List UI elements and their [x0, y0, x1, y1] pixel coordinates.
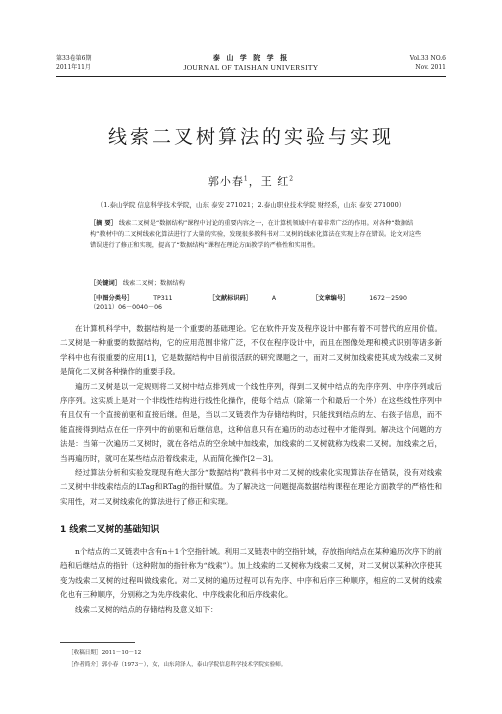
section-heading: 1 线索二叉树的基础知识: [60, 525, 160, 535]
affiliation: （1.泰山学院 信息科学技术学院，山东 泰安 271021；2.泰山职业技术学院 财经系，山东 泰安 271000）: [96, 201, 406, 209]
author-1-affil: 1: [243, 175, 249, 183]
author-separator: ，: [248, 175, 261, 188]
clc-value: TP311: [153, 295, 173, 302]
journal-name-en: JOURNAL OF TAISHAN UNIVERSITY: [183, 63, 319, 72]
journal-name-cn: 泰 山 学 院 学 报: [212, 53, 290, 62]
author-2-affil: 2: [289, 175, 295, 183]
keywords-label: ［关键词］: [90, 280, 121, 287]
doc-code-label: ［文献标识码］: [208, 295, 252, 302]
keywords-text: 线索二叉树；数据结构: [122, 280, 185, 287]
issue-date: 2011年11月: [56, 64, 91, 71]
author-1: 郭小春: [207, 175, 244, 188]
footnote-received: ［收稿日期］2011－10－12: [68, 650, 142, 656]
paper-title: 线索二叉树算法的实验与实现: [107, 126, 394, 148]
article-id-value: 1672－2590（2011）06－0040－06: [90, 295, 407, 311]
paragraph-2: 遍历二叉树是以一定规则将二叉树中结点排列成一个线性序列，得到二叉树中结点的先序序列、中序序列或后序序列。这实质上是对一个非线性结构进行线性化操作，使每个结点（除第一个和最后一个外）在这些线性序列中有且仅有一个直接前驱和直接后继。但是，当以二叉链表作为存储结构时，只能找到结点的左、右孩子信息，而不能直接得到结点在任一序列中的前驱和后继信息，这种信息只有在遍历的动态过程中才能得到。解决这个问题的方法是：当第一次遍历二叉树时，就在各结点的空余域中加线索，加线索的二叉树就称为线索二叉树。加线索之后，当再遍历时，就可在某些结点沿着线索走，从而简化操作[2－3]。: [60, 381, 442, 463]
journal-header: [56, 52, 446, 77]
abstract-label: ［摘 要］: [90, 220, 117, 227]
body-section-1: [60, 545, 442, 617]
paragraph-3: 经过算法分析和实验发现现有绝大部分“数据结构”教科书中对二叉树的线索化实现算法存在错误，没有对线索二叉树中非线索结点的LTag和RTag的指针赋值。为了解决这一问题提高数据结构课程在理论方面教学的严格性和实用性，对二叉树线索化的算法进行了修正和实现。: [60, 468, 442, 506]
author-2: 王 红: [260, 175, 290, 188]
paragraph-1: 在计算机科学中，数据结构是一个重要的基础理论。它在软件开发及程序设计中都有着不可替代的应用价值。二叉树是一种重要的数据结构，它的应用范围非常广泛，不仅在程序设计中，而且在图像处理和模式识别等诸多新学科中也有很重要的应用[1]，它是数据结构中目前很活跃的研究课题之一，而对二叉树加线索使其成为线索二叉树是简化二叉树各种操作的重要手段。: [60, 324, 442, 377]
abstract: [90, 218, 422, 252]
footnote-author: ［作者简介］郭小春（1973－），女，山东菏泽人，泰山学院信息科学技术学院实验师。: [68, 662, 287, 668]
volume-issue: 第33卷第6期: [56, 55, 92, 62]
issue-date-en: Nov. 2011: [415, 64, 446, 71]
clc-label: ［中图分类号］: [90, 295, 134, 302]
volume-issue-en: Vol.33 NO.6: [409, 55, 446, 62]
article-id-label: ［文章编号］: [312, 295, 350, 302]
paragraph-4: n个结点的二叉链表中含有n＋1个空指针域。利用二叉链表中的空指针域，存放指向结点在某种遍历次序下的前趋和后继结点的指针（这种附加的指针称为“线索”）。加上线索的二叉树称为线索二叉树，对二叉树以某种次序使其变为线索二叉树的过程叫做线索化。对二叉树的遍历过程可以有先序、中序和后序三种顺序，相应的二叉树的线索化也有三种顺序，分别称之为先序线索化、中序线索化和后序线索化。: [60, 547, 442, 600]
doc-code-value: A: [271, 295, 277, 302]
paragraph-5: 线索二叉树的结点的存储结构及意义如下：: [75, 604, 218, 614]
classification-line: [90, 293, 422, 311]
header-center: [56, 53, 446, 72]
abstract-text: 线索二叉树是“数据结构”课程中讨论的重要内容之一，在计算机领域中有着非常广泛的作用。对各种“数据结构”教材中的二叉树线索化算法进行了大量的实验，发现很多教科书对二叉树的线索化算法在实现上存在错误。论文对这些错误进行了修正和实现，提高了“数据结构”课程在理论方面教学的严格性和实用性。: [90, 220, 422, 250]
header-right: [410, 54, 446, 72]
body-intro: [60, 322, 442, 509]
footnote-rule: [60, 642, 135, 643]
keywords: [90, 278, 422, 287]
author-line: [0, 173, 502, 189]
